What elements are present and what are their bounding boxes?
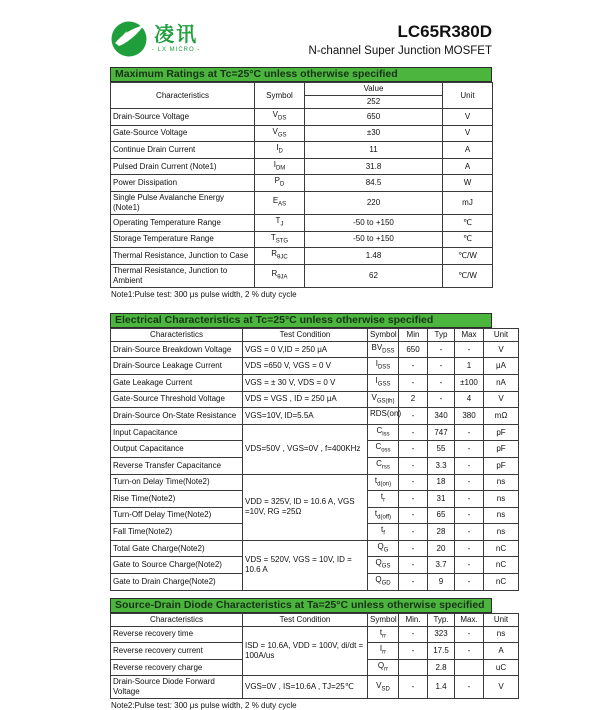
value-cell: 1.48 — [305, 248, 443, 265]
characteristic-cell: Input Capacitance — [111, 424, 243, 441]
symbol-cell: $V_{GS}$ — [255, 125, 305, 142]
unit-cell: pF — [484, 424, 519, 441]
typ-cell: 28 — [428, 524, 455, 541]
table-row — [111, 231, 493, 248]
max-cell: 4 — [455, 391, 484, 408]
characteristic-cell: Operating Temperature Range — [111, 214, 255, 231]
max-cell: - — [455, 643, 484, 660]
typ-cell: 3.7 — [428, 557, 455, 574]
table-row — [111, 391, 519, 408]
unit-cell: nC — [484, 540, 519, 557]
symbol-cell: $T_J$ — [255, 214, 305, 231]
typ-cell: 2.8 — [428, 659, 455, 676]
min-cell: - — [399, 524, 428, 541]
max-ratings-table — [110, 82, 493, 288]
unit-cell: ℃ — [443, 214, 493, 231]
company-logo — [110, 20, 200, 63]
section-title-electrical: Electrical Characteristics at Tc=25°C unless otherwise specified — [110, 313, 492, 328]
characteristic-cell: Drain-Source Breakdown Voltage — [111, 341, 243, 358]
value-cell: -50 to +150 — [305, 214, 443, 231]
characteristic-cell: Gate-Source Threshold Voltage — [111, 391, 243, 408]
characteristic-cell: Continue Drain Current — [111, 142, 255, 159]
value-cell: 62 — [305, 264, 443, 287]
condition-cell: VGS=0V , IS=10.6A , TJ=25℃ — [243, 676, 368, 699]
characteristic-cell: Power Dissipation — [111, 175, 255, 192]
logo-company-name: 凌讯 — [154, 24, 199, 46]
characteristic-cell: Drain-Source On-State Resistance — [111, 408, 243, 425]
col-characteristics: Characteristics — [111, 328, 243, 341]
min-cell: - — [399, 626, 428, 643]
typ-cell: 9 — [428, 574, 455, 591]
symbol-cell: $V_{GS(th)}$ — [368, 391, 399, 408]
table-row — [111, 248, 493, 265]
symbol-cell: $C_{oss}$ — [368, 441, 399, 458]
logo-text — [152, 24, 200, 53]
min-cell: - — [399, 491, 428, 508]
unit-cell: pF — [484, 457, 519, 474]
unit-cell: V — [443, 125, 493, 142]
value-cell: -50 to +150 — [305, 231, 443, 248]
characteristic-cell: Output Capacitance — [111, 441, 243, 458]
min-cell: - — [399, 557, 428, 574]
min-cell: - — [399, 474, 428, 491]
max-cell: ±100 — [455, 374, 484, 391]
min-cell — [399, 659, 428, 676]
symbol-cell: $V_{SD}$ — [368, 676, 399, 699]
section-title-max-ratings: Maximum Ratings at Tc=25°C unless otherwise specified — [110, 67, 492, 82]
table-row — [111, 626, 519, 643]
col-test-condition: Test Condition — [243, 328, 368, 341]
table-header-row — [111, 83, 493, 96]
typ-cell: - — [428, 374, 455, 391]
max-cell: - — [455, 507, 484, 524]
part-number: LC65R380D — [397, 22, 492, 41]
symbol-cell: $P_D$ — [255, 175, 305, 192]
min-cell: - — [399, 408, 428, 425]
col-symbol: Symbol — [255, 83, 305, 109]
max-cell: - — [455, 424, 484, 441]
symbol-cell: $T_{STG}$ — [255, 231, 305, 248]
characteristic-cell: Reverse recovery current — [111, 643, 243, 660]
symbol-cell: $Q_{GD}$ — [368, 574, 399, 591]
min-cell: - — [399, 374, 428, 391]
col-unit: Unit — [484, 328, 519, 341]
typ-cell: 747 — [428, 424, 455, 441]
typ-cell: 20 — [428, 540, 455, 557]
typ-cell: 323 — [428, 626, 455, 643]
symbol-cell: $I_{DSS}$ — [368, 358, 399, 375]
symbol-cell: $Q_{rr}$ — [368, 659, 399, 676]
unit-cell: ℃/W — [443, 248, 493, 265]
condition-cell: VGS = ± 30 V, VDS = 0 V — [243, 374, 368, 391]
unit-cell: nC — [484, 574, 519, 591]
typ-cell: 1.4 — [428, 676, 455, 699]
max-cell: 1 — [455, 358, 484, 375]
col-value-package: 252 — [305, 96, 443, 109]
symbol-cell: $BV_{DSS}$ — [368, 341, 399, 358]
condition-cell: VGS = 0 V,ID = 250 μA — [243, 341, 368, 358]
table-row — [111, 125, 493, 142]
unit-cell: ns — [484, 474, 519, 491]
table-row — [111, 676, 519, 699]
symbol-cell: $I_D$ — [255, 142, 305, 159]
max-cell: - — [455, 574, 484, 591]
title-block — [309, 22, 492, 57]
symbol-cell: $t_r$ — [368, 491, 399, 508]
max-cell: - — [455, 524, 484, 541]
max-cell: - — [455, 341, 484, 358]
typ-cell: - — [428, 358, 455, 375]
characteristic-cell: Single Pulse Avalanche Energy (Note1) — [111, 191, 255, 214]
col-characteristics: Characteristics — [111, 613, 243, 626]
min-cell: - — [399, 676, 428, 699]
characteristic-cell: Gate-Source Voltage — [111, 125, 255, 142]
condition-cell-recovery: ISD = 10.6A, VDD = 100V, di/dt = 100A/us — [243, 626, 368, 676]
characteristic-cell: Drain-Source Leakage Current — [111, 358, 243, 375]
col-max: Max — [455, 328, 484, 341]
table-row — [111, 175, 493, 192]
symbol-cell: $t_{d(off)}$ — [368, 507, 399, 524]
value-cell: 650 — [305, 109, 443, 126]
value-cell: 220 — [305, 191, 443, 214]
max-cell: 380 — [455, 408, 484, 425]
min-cell: - — [399, 358, 428, 375]
col-symbol: Symbol — [368, 328, 399, 341]
unit-cell: V — [484, 391, 519, 408]
characteristic-cell: Drain-Source Voltage — [111, 109, 255, 126]
min-cell: - — [399, 507, 428, 524]
typ-cell: - — [428, 391, 455, 408]
characteristic-cell: Gate Leakage Current — [111, 374, 243, 391]
table-row — [111, 474, 519, 491]
symbol-cell: $C_{rss}$ — [368, 457, 399, 474]
section-title-diode: Source-Drain Diode Characteristics at Ta=25°C unless otherwise specified — [110, 598, 492, 613]
min-cell: - — [399, 441, 428, 458]
characteristic-cell: Reverse recovery charge — [111, 659, 243, 676]
table-row — [111, 214, 493, 231]
col-max: Max. — [455, 613, 484, 626]
min-cell: - — [399, 540, 428, 557]
unit-cell: ns — [484, 626, 519, 643]
symbol-cell: $Q_{GS}$ — [368, 557, 399, 574]
diode-characteristics-table — [110, 613, 519, 700]
typ-cell: 31 — [428, 491, 455, 508]
characteristic-cell: Thermal Resistance, Junction to Case — [111, 248, 255, 265]
col-min: Min — [399, 328, 428, 341]
value-cell: 11 — [305, 142, 443, 159]
typ-cell: - — [428, 341, 455, 358]
unit-cell: ns — [484, 507, 519, 524]
max-cell: - — [455, 540, 484, 557]
symbol-cell: $I_{GSS}$ — [368, 374, 399, 391]
characteristic-cell: Thermal Resistance, Junction to Ambient — [111, 264, 255, 287]
symbol-cell: $t_{rr}$ — [368, 626, 399, 643]
symbol-cell: $E_{AS}$ — [255, 191, 305, 214]
table-row — [111, 341, 519, 358]
unit-cell: W — [443, 175, 493, 192]
symbol-cell: $R_{\theta JC}$ — [255, 248, 305, 265]
characteristic-cell: Drain-Source Diode Forward Voltage — [111, 676, 243, 699]
condition-cell: VDS =650 V, VGS = 0 V — [243, 358, 368, 375]
max-cell: - — [455, 626, 484, 643]
unit-cell: pF — [484, 441, 519, 458]
table-row — [111, 158, 493, 175]
unit-cell: mΩ — [484, 408, 519, 425]
symbol-cell: $R_{\theta JA}$ — [255, 264, 305, 287]
sheet-content — [110, 20, 518, 710]
unit-cell: μA — [484, 358, 519, 375]
note1-text: Note1:Pulse test: 300 μs pulse width, 2 % duty cycle — [111, 289, 297, 299]
unit-cell: nA — [484, 374, 519, 391]
table-row — [111, 191, 493, 214]
unit-cell: uC — [484, 659, 519, 676]
max-cell — [455, 659, 484, 676]
typ-cell: 55 — [428, 441, 455, 458]
symbol-cell: RDS(on) — [368, 408, 399, 425]
typ-cell: 65 — [428, 507, 455, 524]
characteristic-cell: Gate to Drain Charge(Note2) — [111, 574, 243, 591]
table-row — [111, 358, 519, 375]
symbol-cell: $I_{DM}$ — [255, 158, 305, 175]
unit-cell: V — [443, 109, 493, 126]
table-row — [111, 540, 519, 557]
symbol-cell: $Q_G$ — [368, 540, 399, 557]
max-cell: - — [455, 491, 484, 508]
col-characteristics: Characteristics — [111, 83, 255, 109]
characteristic-cell: Total Gate Charge(Note2) — [111, 540, 243, 557]
symbol-cell: $I_{rr}$ — [368, 643, 399, 660]
typ-cell: 340 — [428, 408, 455, 425]
symbol-cell: $t_f$ — [368, 524, 399, 541]
characteristic-cell: Gate to Source Charge(Note2) — [111, 557, 243, 574]
characteristic-cell: Reverse Transfer Capacitance — [111, 457, 243, 474]
min-cell: - — [399, 424, 428, 441]
min-cell: 650 — [399, 341, 428, 358]
characteristic-cell: Reverse recovery time — [111, 626, 243, 643]
max-cell: - — [455, 557, 484, 574]
table-row — [111, 408, 519, 425]
max-cell: - — [455, 474, 484, 491]
col-symbol: Symbol — [368, 613, 399, 626]
symbol-cell: $t_{d(on)}$ — [368, 474, 399, 491]
characteristic-cell: Storage Temperature Range — [111, 231, 255, 248]
min-cell: - — [399, 457, 428, 474]
condition-cell: VDS = VGS , ID = 250 μA — [243, 391, 368, 408]
characteristic-cell: Turn-Off Delay Time(Note2) — [111, 507, 243, 524]
unit-cell: A — [484, 643, 519, 660]
characteristic-cell: Pulsed Drain Current (Note1) — [111, 158, 255, 175]
condition-cell: VGS=10V, ID=5.5A — [243, 408, 368, 425]
table-row — [111, 264, 493, 287]
table-row — [111, 424, 519, 441]
min-cell: 2 — [399, 391, 428, 408]
symbol-cell: $V_{DS}$ — [255, 109, 305, 126]
typ-cell: 18 — [428, 474, 455, 491]
value-cell: ±30 — [305, 125, 443, 142]
typ-cell: 17.5 — [428, 643, 455, 660]
condition-cell-charge: VDS = 520V, VGS = 10V, ID = 10.6 A — [243, 540, 368, 590]
max-cell: - — [455, 457, 484, 474]
col-typ: Typ — [428, 328, 455, 341]
col-unit: Unit — [443, 83, 493, 109]
col-value: Value — [305, 83, 443, 96]
unit-cell: ns — [484, 524, 519, 541]
table-row — [111, 374, 519, 391]
min-cell: - — [399, 574, 428, 591]
unit-cell: mJ — [443, 191, 493, 214]
page-header — [110, 20, 492, 63]
col-min: Min. — [399, 613, 428, 626]
condition-cell-switching: VDD = 325V, ID = 10.6 A, VGS =10V, RG =25Ω — [243, 474, 368, 540]
value-cell: 84.5 — [305, 175, 443, 192]
table-header-row — [111, 328, 519, 341]
typ-cell: 3.3 — [428, 457, 455, 474]
condition-cell-capacitance: VDS=50V , VGS=0V , f=400KHz — [243, 424, 368, 474]
product-subtitle: N-channel Super Junction MOSFET — [308, 45, 492, 57]
table-header-row — [111, 613, 519, 626]
unit-cell: A — [443, 142, 493, 159]
unit-cell: V — [484, 676, 519, 699]
unit-cell: nC — [484, 557, 519, 574]
max-cell: - — [455, 676, 484, 699]
unit-cell: ℃/W — [443, 264, 493, 287]
min-cell: - — [399, 643, 428, 660]
characteristic-cell: Fall Time(Note2) — [111, 524, 243, 541]
characteristic-cell: Rise Time(Note2) — [111, 491, 243, 508]
unit-cell: A — [443, 158, 493, 175]
table-row — [111, 109, 493, 126]
value-cell: 31.8 — [305, 158, 443, 175]
table-row — [111, 142, 493, 159]
note2-text: Note2:Pulse test: 300 μs pulse width, 2 % duty cycle — [111, 701, 297, 710]
logo-tagline: - LX MICRO - — [152, 47, 201, 53]
symbol-cell: $C_{iss}$ — [368, 424, 399, 441]
col-unit: Unit — [484, 613, 519, 626]
characteristic-cell: Turn-on Delay Time(Note2) — [111, 474, 243, 491]
max-cell: - — [455, 441, 484, 458]
col-typ: Typ. — [428, 613, 455, 626]
logo-icon — [110, 20, 148, 63]
unit-cell: V — [484, 341, 519, 358]
col-test-condition: Test Condition — [243, 613, 368, 626]
unit-cell: ns — [484, 491, 519, 508]
electrical-characteristics-table — [110, 328, 519, 591]
unit-cell: ℃ — [443, 231, 493, 248]
